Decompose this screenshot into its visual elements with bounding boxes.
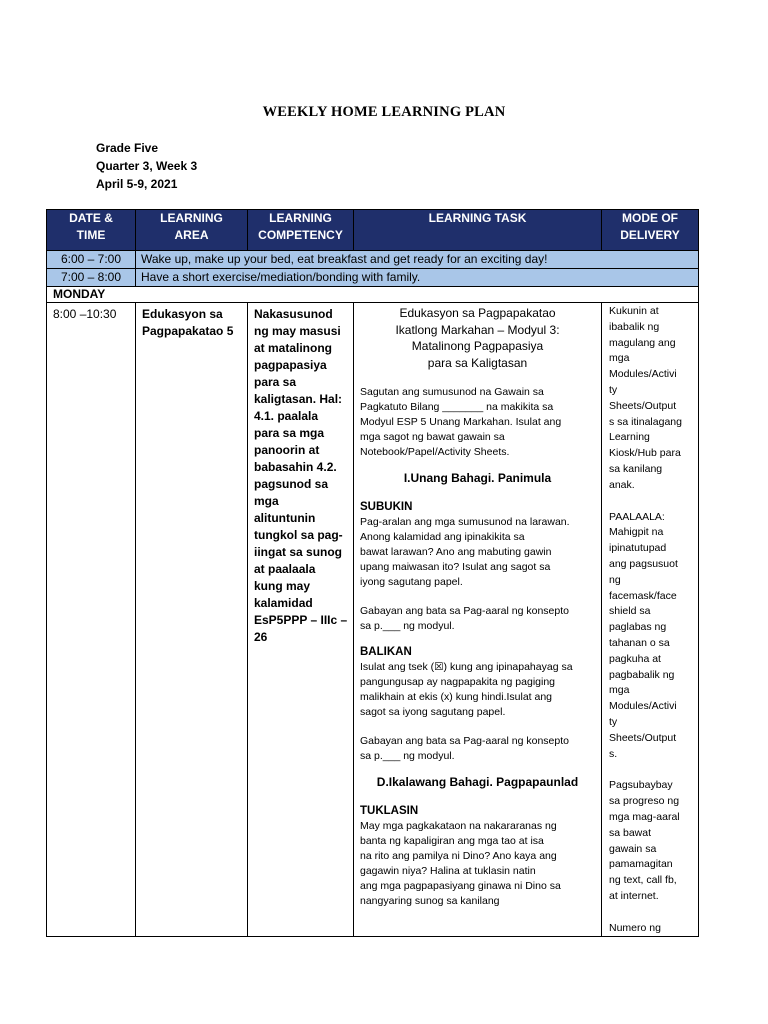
text-line: malikhain at ekis (x) kung hindi.Isulat ang xyxy=(360,691,553,703)
text-line: pagsunod sa xyxy=(254,477,329,491)
lesson-task xyxy=(354,303,602,937)
balikan-text xyxy=(360,660,595,720)
lesson-area: Edukasyon sa Pagpapakatao 5 xyxy=(136,303,248,937)
header-mode-of-delivery: MODE OF DELIVERY xyxy=(602,210,699,251)
text-line: Kiosk/Hub para xyxy=(609,447,681,460)
text-line: facemask/face xyxy=(609,589,677,602)
text-line: tahanan o sa xyxy=(609,636,670,649)
text-line: sa progreso ng xyxy=(609,795,680,808)
subukin-text xyxy=(360,515,595,590)
text-line: magulang ang xyxy=(609,336,676,349)
text-line: sa p.___ ng modyul. xyxy=(360,750,455,762)
text-line: kaligtasan. Hal: xyxy=(254,392,343,406)
text-line: para sa mga xyxy=(254,426,325,440)
text-line: ibabalik ng xyxy=(609,320,660,333)
text-line: pamamagitan xyxy=(609,858,673,871)
text-line: anak. xyxy=(609,478,635,491)
text-line: upang maiwasan ito? Isulat ang sagot sa xyxy=(360,561,551,573)
section-heading: D.Ikalawang Bahagi. Pagpapaunlad xyxy=(376,775,579,789)
task-intro xyxy=(360,385,595,460)
text-line: Learning xyxy=(609,431,650,444)
text-line: mga xyxy=(254,494,279,508)
text-line: iingat sa sunog xyxy=(254,545,343,559)
task-heading: Edukasyon sa Pagpapakatao Ikatlong Markahan – Modyul 3: Matalinong Pagpapasiya para sa Kaligtasan xyxy=(395,306,560,370)
text-line: ty xyxy=(609,383,618,396)
text-line: 4.1. paalala xyxy=(254,409,319,423)
text-line: gawain sa xyxy=(609,842,657,855)
header-learning-area: LEARNING AREA xyxy=(136,210,248,251)
subukin-label: SUBUKIN xyxy=(360,501,413,513)
text-line: pagkuha at xyxy=(609,652,661,665)
tuklasin-text xyxy=(360,819,595,909)
text-line: 26 xyxy=(254,630,268,644)
text-line: banta ng kapaligiran ang mga tao at isa xyxy=(360,835,544,847)
routine-time: 7:00 – 8:00 xyxy=(47,269,136,287)
text-line: Modules/Activi xyxy=(609,368,677,381)
lesson-time: 8:00 –10:30 xyxy=(47,303,136,937)
text-line: pagbabalik ng xyxy=(609,668,675,681)
plan-meta xyxy=(96,139,197,193)
text-line: at internet. xyxy=(609,889,659,902)
text-line: Pag-aralan ang mga sumusunod na larawan. xyxy=(360,516,570,528)
text-line: ng xyxy=(609,573,621,586)
text-line: s sa itinalagang xyxy=(609,415,682,428)
text-line: Nakasusunod xyxy=(254,307,333,321)
text-line: kalamidad xyxy=(254,596,313,610)
text-line: EsP5PPP – IIIc – xyxy=(254,613,348,627)
section-heading: I.Unang Bahagi. Panimula xyxy=(403,471,552,485)
tuklasin-label: TUKLASIN xyxy=(360,805,419,817)
text-line: Pagkatuto Bilang _______ na makikita sa xyxy=(360,401,554,413)
text-line: gagawin niya? Halina at tuklasin natin xyxy=(360,865,536,877)
table-header-row xyxy=(47,210,699,251)
text-line: alituntunin xyxy=(254,511,316,525)
text-line: Modules/Activi xyxy=(609,700,677,713)
text-line: at paalaala xyxy=(254,562,316,576)
text-line: Gabayan ang bata sa Pag-aaral ng konsepto xyxy=(360,735,569,747)
text-line: Sagutan ang sumusunod na Gawain sa xyxy=(360,386,544,398)
text-line: Modyul ESP 5 Unang Markahan. Isulat ang xyxy=(360,416,562,428)
routine-activity: Have a short exercise/mediation/bonding with family. xyxy=(136,269,699,287)
text-line: Pagsubaybay xyxy=(609,779,673,792)
text-line: PAALAALA: xyxy=(609,510,665,523)
balikan-label: BALIKAN xyxy=(360,646,412,658)
text-line: Anong kalamidad ang ipinakikita sa xyxy=(360,531,525,543)
learning-plan-table xyxy=(46,209,699,937)
text-line: mga mag-aaral xyxy=(609,810,680,823)
gabayan-text xyxy=(360,604,595,634)
text-line: nangyaring sunog sa kanilang xyxy=(360,895,500,907)
text-line: tungkol sa pag- xyxy=(254,528,343,542)
text-line: Sheets/Output xyxy=(609,731,677,744)
quarter-week-label: Quarter 3, Week 3 xyxy=(96,159,198,173)
text-line: para sa xyxy=(254,375,297,389)
header-learning-task: LEARNING TASK xyxy=(354,210,602,251)
mode-block xyxy=(609,510,695,763)
text-line: mga xyxy=(609,352,630,365)
text-line: kung may xyxy=(254,579,311,593)
grade-label: Grade Five xyxy=(96,141,159,155)
text-line: shield sa xyxy=(609,605,651,618)
text-line: Notebook/Papel/Activity Sheets. xyxy=(360,446,510,458)
text-line: May mga pagkakataon na nakararanas ng xyxy=(360,820,557,832)
text-line: bawat larawan? Ano ang mabuting gawin xyxy=(360,546,552,558)
gabayan-text xyxy=(360,734,595,764)
lesson-row xyxy=(47,303,699,937)
header-date-time: DATE & TIME xyxy=(47,210,136,251)
text-line: mga sagot ng bawat gawain sa xyxy=(360,431,505,443)
text-line: Kukunin at xyxy=(609,305,659,317)
text-line: Mahigpit na xyxy=(609,526,664,539)
text-line: na rito ang pamilya ni Dino? Ano kaya ang xyxy=(360,850,557,862)
text-line: s. xyxy=(609,747,618,760)
text-line: sa bawat xyxy=(609,826,652,839)
lesson-competency xyxy=(248,303,354,937)
day-label: MONDAY xyxy=(47,287,699,303)
text-line: pagpapasiya xyxy=(254,358,327,372)
text-line: Isulat ang tsek (☒) kung ang ipinapahayag sa xyxy=(360,661,573,673)
day-row xyxy=(47,287,699,303)
mode-block xyxy=(609,921,695,937)
routine-row xyxy=(47,269,699,287)
mode-block xyxy=(609,778,695,904)
text-line: babasahin 4.2. xyxy=(254,460,337,474)
text-line: Sheets/Output xyxy=(609,399,677,412)
mode-block xyxy=(609,304,695,494)
text-line: mga xyxy=(609,684,630,697)
text-line: ng may masusi xyxy=(254,324,341,338)
text-line: iyong sagutang papel. xyxy=(360,576,463,588)
text-line: sagot sa iyong sagutang papel. xyxy=(360,706,506,718)
header-learning-competency: LEARNING COMPETENCY xyxy=(248,210,354,251)
lesson-mode-of-delivery xyxy=(602,303,699,937)
text-line: ang mga pagpapasiyang ginawa ni Dino sa xyxy=(360,880,561,892)
text-line: sa p.___ ng modyul. xyxy=(360,620,455,632)
text-line: ng text, call fb, xyxy=(609,874,677,887)
text-line: panoorin at xyxy=(254,443,320,457)
text-line: ty xyxy=(609,715,618,728)
routine-activity: Wake up, make up your bed, eat breakfast and get ready for an exciting day! xyxy=(136,251,699,269)
routine-time: 6:00 – 7:00 xyxy=(47,251,136,269)
text-line: Numero ng xyxy=(609,921,661,934)
text-line: ipinatutupad xyxy=(609,542,667,555)
routine-row xyxy=(47,251,699,269)
text-line: Gabayan ang bata sa Pag-aaral ng konsepto xyxy=(360,605,569,617)
text-line: ang pagsusuot xyxy=(609,557,678,570)
text-line: pangungusap ay nagpapakita ng pagiging xyxy=(360,676,556,688)
date-range-label: April 5-9, 2021 xyxy=(96,177,178,191)
text-line: sa kanilang xyxy=(609,462,663,475)
text-line: at matalinong xyxy=(254,341,333,355)
document-title: WEEKLY HOME LEARNING PLAN xyxy=(262,104,506,120)
text-line: paglabas ng xyxy=(609,621,667,634)
